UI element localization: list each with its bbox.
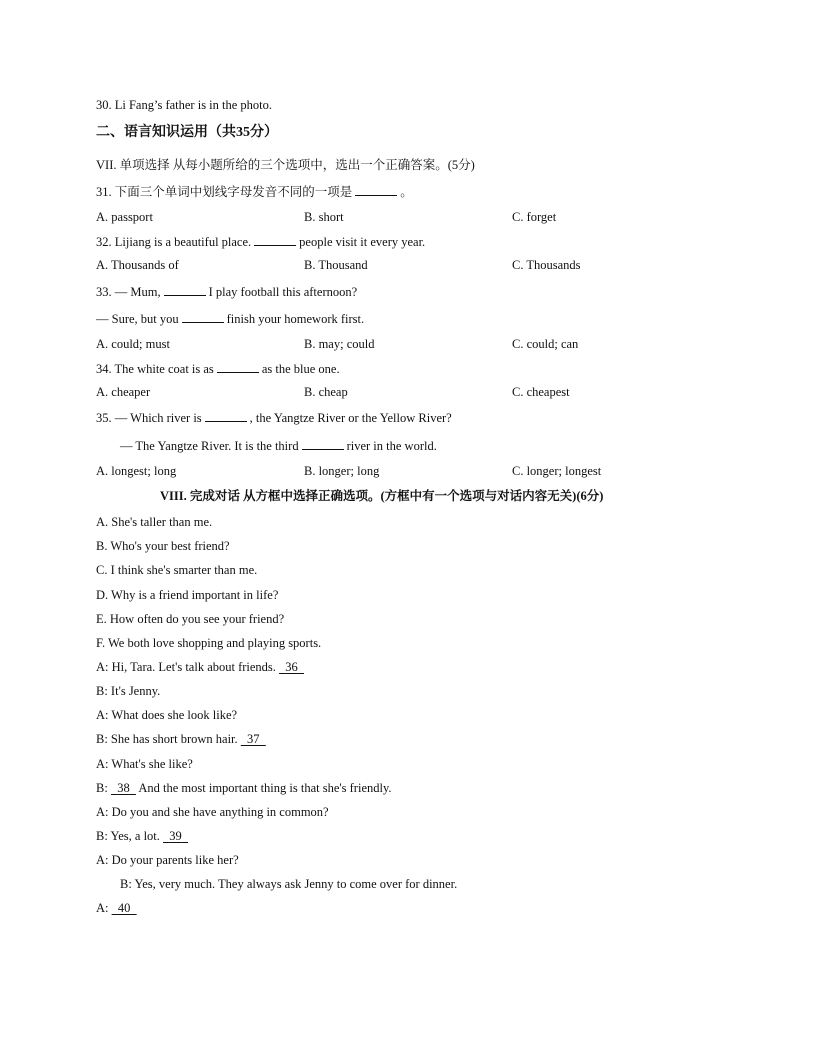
dialogue-line-5: A: What's she like? [96,757,193,771]
question-35-options [96,463,716,479]
blank-37[interactable]: 37 [247,732,260,746]
dialogue-line-4: B: She has short brown hair. 37 [96,731,266,747]
dialogue-line-3: A: What does she look like? [96,708,238,722]
option-b: B. short [304,210,344,224]
question-33-line1: 33. — Mum, I play football this afternoon? [96,285,358,299]
question-35-line1: 35. — Which river is , the Yangtze River or the Yellow River? [96,411,452,425]
question-32-stem: 32. Lijiang is a beautiful place. people visit it every year. [96,235,426,249]
blank-38[interactable]: 38 [117,781,130,795]
dialogue-option-e: E. How often do you see your friend? [96,612,285,626]
option-b: B. Thousand [304,258,368,272]
option-c: C. longer; longest [512,464,602,478]
dialogue-option-d: D. Why is a friend important in life? [96,588,279,602]
answer-blank[interactable] [254,233,296,246]
question-34-options [96,384,716,400]
option-a: A. longest; long [96,464,177,478]
option-c: C. could; can [512,337,579,351]
blank-39[interactable]: 39 [169,829,182,843]
question-31-stem: 31. 下面三个单词中划线字母发音不同的一项是 。 [96,185,413,199]
option-c: C. cheapest [512,385,570,399]
question-31-options [96,209,716,225]
answer-blank[interactable] [205,409,247,422]
option-c: C. forget [512,210,557,224]
answer-blank[interactable] [217,360,259,373]
dialogue-line-7: A: Do you and she have anything in common? [96,805,329,819]
dialogue-option-b: B. Who's your best friend? [96,539,230,553]
dialogue-line-9: A: Do your parents like her? [96,853,239,867]
dialogue-line-6: B: 38 And the most important thing is that she's friendly. [96,781,392,795]
dialogue-option-a: A. She's taller than me. [96,515,213,529]
option-b: B. may; could [304,337,375,351]
dialogue-option-f: F. We both love shopping and playing sports. [96,636,322,650]
blank-40[interactable]: 40 [117,901,131,915]
part7-title: VII. 单项选择 从每小题所给的三个选项中，选出一个正确答案。(5分) [96,158,475,172]
dialogue-option-c: C. I think she's smarter than me. [96,563,258,577]
question-33-options [96,336,716,352]
dialogue-line-11: A: 40 [96,900,137,916]
question-33-line2: — Sure, but you finish your homework first. [96,312,365,326]
dialogue-line-1: A: Hi, Tara. Let's talk about friends. 36 [96,659,304,675]
option-b: B. cheap [304,385,348,399]
answer-blank[interactable] [355,183,397,196]
option-c: C. Thousands [512,258,581,272]
section-title: 二、语言知识运用（共35分） [96,125,278,140]
question-30: 30. Li Fang’s father is in the photo. [96,98,273,112]
answer-blank[interactable] [164,283,206,296]
part8-title: VIII. 完成对话 从方框中选择正确选项。(方框中有一个选项与对话内容无关)(6分) [160,489,604,503]
option-a: A. could; must [96,337,170,351]
option-a: A. passport [96,210,153,224]
answer-blank[interactable] [302,437,344,450]
dialogue-line-2: B: It's Jenny. [96,684,161,698]
option-a: A. cheaper [96,385,151,399]
option-a: A. Thousands of [96,258,179,272]
question-35-line2: — The Yangtze River. It is the third river in the world. [120,439,437,453]
blank-36[interactable]: 36 [285,660,298,674]
dialogue-line-8: B: Yes, a lot. 39 [96,828,188,844]
option-b: B. longer; long [304,464,380,478]
answer-blank[interactable] [182,310,224,323]
dialogue-line-10: B: Yes, very much. They always ask Jenny to come over for dinner. [120,877,458,891]
question-32-options [96,257,716,273]
question-34-stem: 34. The white coat is as as the blue one. [96,362,340,376]
